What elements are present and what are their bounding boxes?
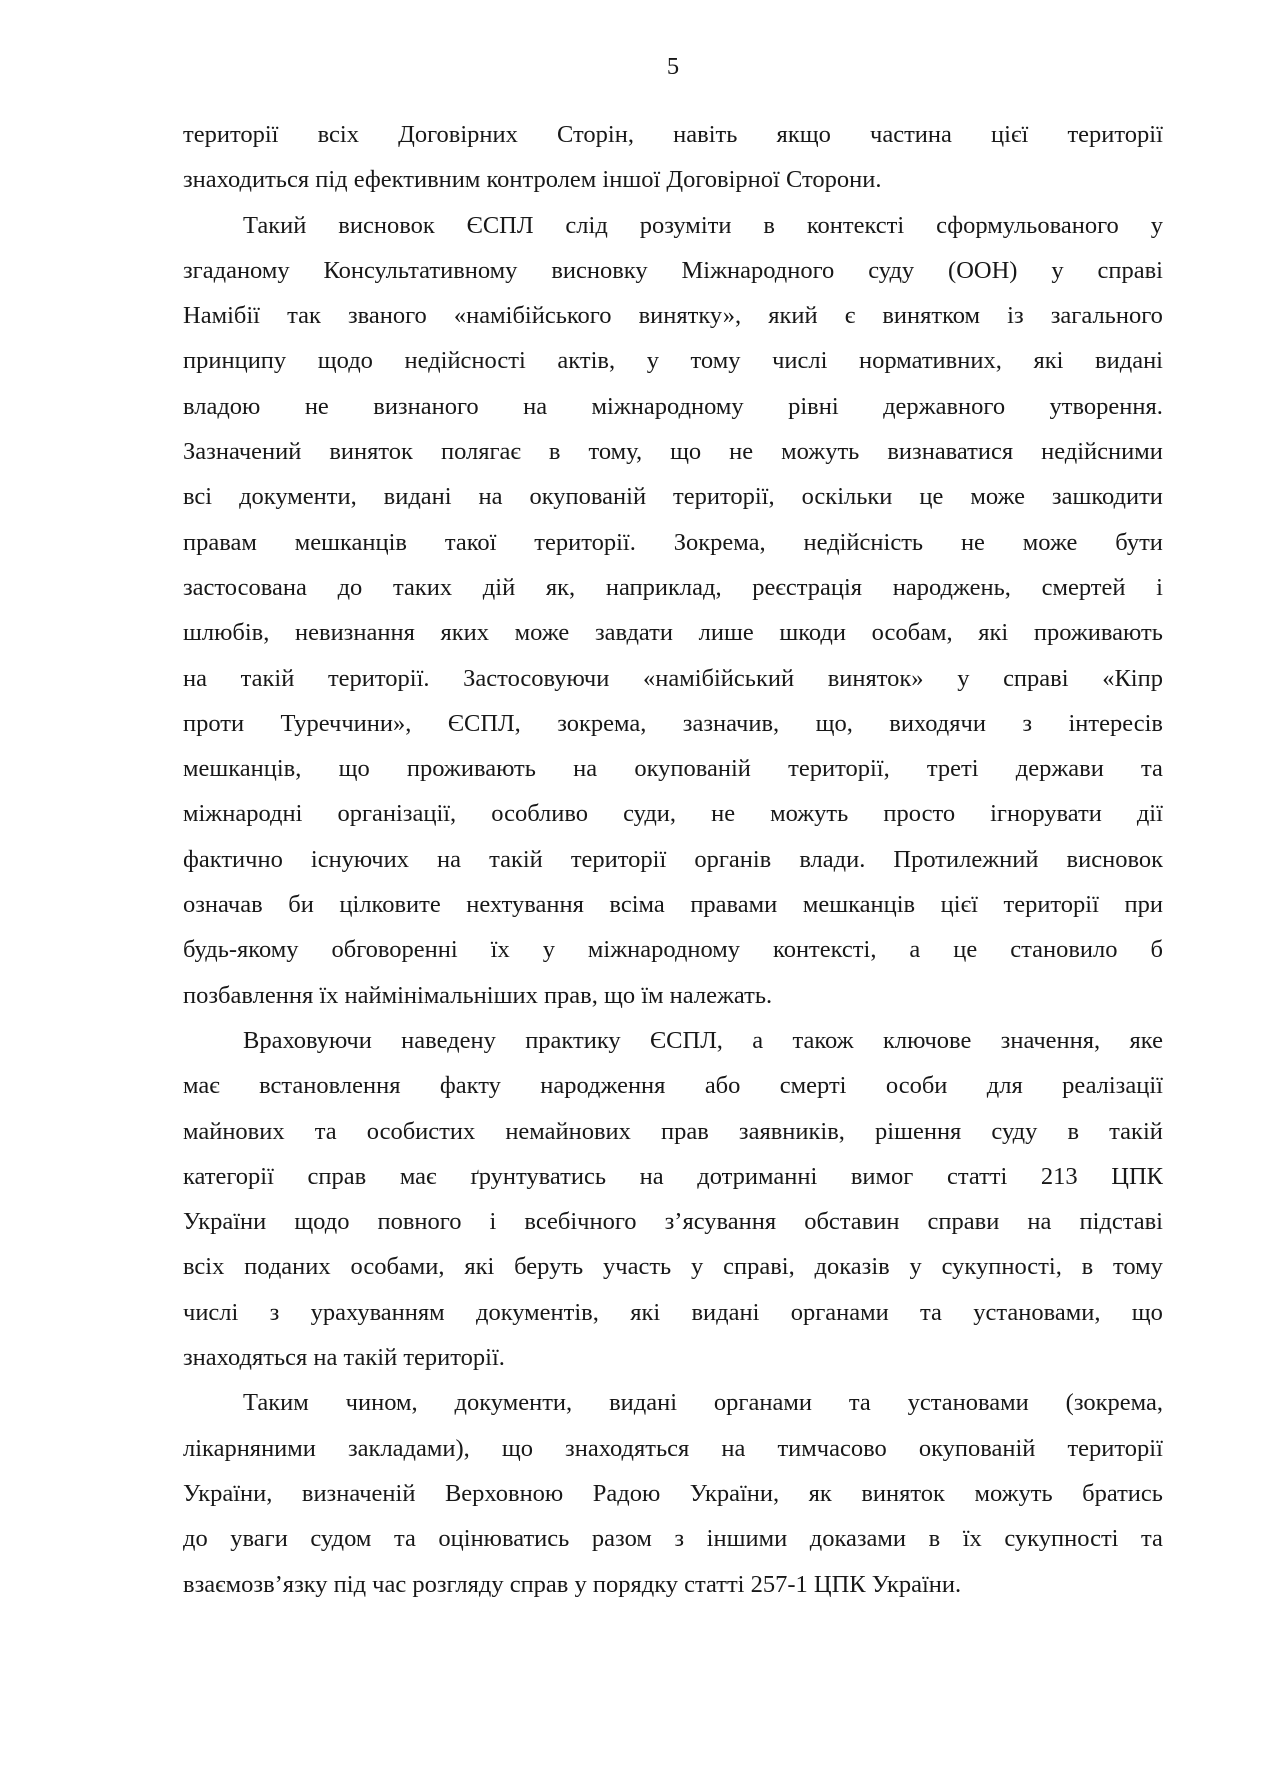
text-line: всі документи, видані на окупованій території, оскільки це може зашкодити bbox=[183, 483, 1163, 511]
text-line: знаходиться під ефективним контролем іншої Договірної Сторони. bbox=[183, 166, 882, 194]
text-line: категорії справ має ґрунтуватись на дотриманні вимог статті 213 ЦПК bbox=[183, 1162, 1163, 1190]
text-line: мешканців, що проживають на окупованій території, треті держави та bbox=[183, 755, 1163, 783]
text-line: застосована до таких дій як, наприклад, реєстрація народжень, смертей і bbox=[183, 573, 1163, 601]
text-line: України щодо повного і всебічного з’ясування обставин справи на підставі bbox=[183, 1208, 1163, 1236]
text-line: Враховуючи наведену практику ЄСПЛ, а також ключове значення, яке bbox=[243, 1026, 1163, 1054]
text-line: проти Туреччини», ЄСПЛ, зокрема, зазначив, що, виходячи з інтересів bbox=[183, 709, 1163, 737]
text-line: має встановлення факту народження або смерті особи для реалізації bbox=[183, 1072, 1163, 1100]
text-line: Таким чином, документи, видані органами та установами (зокрема, bbox=[243, 1389, 1163, 1417]
paragraph bbox=[183, 1380, 1163, 1606]
text-line: позбавлення їх наймінімальніших прав, що їм належать. bbox=[183, 981, 773, 1009]
text-line: майнових та особистих немайнових прав заявників, рішення суду в такій bbox=[183, 1117, 1163, 1145]
text-line: принципу щодо недійсності актів, у тому числі нормативних, які видані bbox=[183, 347, 1163, 375]
page-number: 5 bbox=[666, 53, 680, 80]
text-line: владою не визнаного на міжнародному рівні державного утворення. bbox=[183, 392, 1163, 420]
text-line: всіх поданих особами, які беруть участь у справі, доказів у сукупності, в тому bbox=[183, 1253, 1163, 1281]
paragraph bbox=[183, 1018, 1163, 1380]
text-line: означав би цілковите нехтування всіма правами мешканців цієї території при bbox=[183, 891, 1163, 919]
text-line: згаданому Консультативному висновку Міжнародного суду (ООН) у справі bbox=[183, 256, 1163, 284]
text-line: України, визначеній Верховною Радою України, як виняток можуть братись bbox=[183, 1479, 1163, 1507]
text-line: правам мешканців такої території. Зокрема, недійсність не може бути bbox=[183, 528, 1163, 556]
paragraph bbox=[183, 112, 1163, 203]
text-line: знаходяться на такій території. bbox=[183, 1344, 505, 1372]
paragraph bbox=[183, 203, 1163, 1018]
text-line: на такій території. Застосовуючи «намібійський виняток» у справі «Кіпр bbox=[183, 664, 1163, 692]
text-line: лікарняними закладами), що знаходяться на тимчасово окупованій території bbox=[183, 1434, 1163, 1462]
text-line: до уваги судом та оцінюватись разом з іншими доказами в їх сукупності та bbox=[183, 1525, 1163, 1553]
text-line: Намібії так званого «намібійського винятку», який є винятком із загального bbox=[183, 302, 1163, 330]
text-line: будь-якому обговоренні їх у міжнародному контексті, а це становило б bbox=[183, 936, 1163, 964]
text-line: Такий висновок ЄСПЛ слід розуміти в контексті сформульованого у bbox=[243, 211, 1163, 239]
text-line: шлюбів, невизнання яких може завдати лише шкоди особам, які проживають bbox=[183, 619, 1163, 647]
text-line: числі з урахуванням документів, які видані органами та установами, що bbox=[183, 1298, 1163, 1326]
text-line: взаємозв’язку під час розгляду справ у порядку статті 257-1 ЦПК України. bbox=[183, 1570, 962, 1598]
text-line: фактично існуючих на такій території органів влади. Протилежний висновок bbox=[183, 845, 1163, 873]
text-line: Зазначений виняток полягає в тому, що не можуть визнаватися недійсними bbox=[183, 438, 1163, 466]
text-line: міжнародні організації, особливо суди, не можуть просто ігнорувати дії bbox=[183, 800, 1163, 828]
document-body bbox=[183, 112, 1163, 1607]
text-line: території всіх Договірних Сторін, навіть якщо частина цієї території bbox=[183, 121, 1163, 148]
